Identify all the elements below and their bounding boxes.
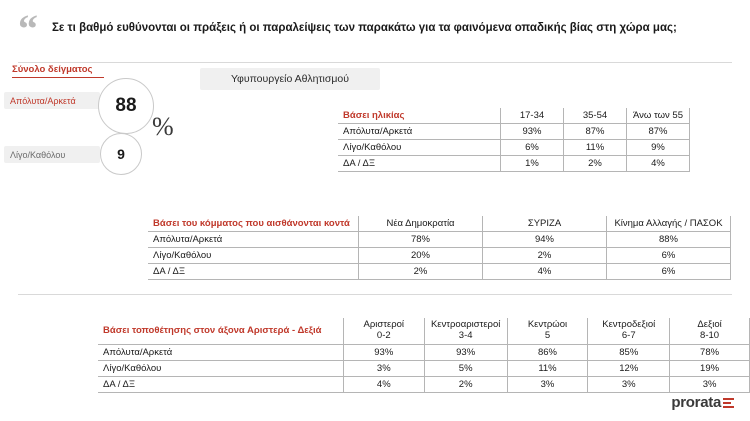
ministry-label: Υφυπουργείο Αθλητισμού [200,68,380,90]
table-header-row [338,108,690,124]
col-header: Νέα Δημοκρατία [359,216,483,232]
table-row [338,156,690,172]
col-header-line2: 5 [544,329,551,341]
table-row [338,124,690,140]
col-header [424,318,507,344]
table-header-row [98,318,750,344]
percent-symbol: % [152,112,174,141]
row-label: Λίγο/Καθόλου [98,360,343,376]
table-by-axis [98,318,750,393]
col-header [670,318,750,344]
cell-value: 12% [588,360,670,376]
cell-value: 6% [607,264,731,280]
cell-value: 2% [359,264,483,280]
cell-value: 4% [343,376,424,392]
col-header-line1: Κεντροαριστεροί [430,319,501,330]
cell-value: 6% [501,140,564,156]
table-title-age: Βάσει ηλικίας [338,108,501,124]
col-header-line2: 6-7 [621,329,636,341]
cell-value: 11% [564,140,627,156]
cell-value: 93% [424,344,507,360]
divider-bottom [18,294,732,295]
cell-value: 3% [343,360,424,376]
bubble-value-high: 88 [98,78,154,134]
row-label: Λίγο/Καθόλου [338,140,501,156]
cell-value: 86% [507,344,588,360]
col-header [588,318,670,344]
cell-value: 2% [564,156,627,172]
cell-value: 5% [424,360,507,376]
table-by-party [148,216,731,280]
row-label: ΔΑ / ΔΞ [338,156,501,172]
cell-value: 2% [424,376,507,392]
cell-value: 93% [501,124,564,140]
cell-value: 2% [483,248,607,264]
quote-icon: “ [18,6,38,51]
row-label: ΔΑ / ΔΞ [98,376,343,392]
row-label: Απόλυτα/Αρκετά [338,124,501,140]
table-row [98,376,750,392]
col-header-line1: Δεξιοί [697,319,722,330]
col-header-line1: Κεντροδεξιοί [602,319,656,330]
col-header-line2: 8-10 [700,329,720,341]
col-header [507,318,588,344]
cell-value: 11% [507,360,588,376]
table-title-party: Βάσει του κόμματος που αισθάνονται κοντά [148,216,359,232]
table-row [338,140,690,156]
table-row [98,360,750,376]
cell-value: 20% [359,248,483,264]
divider-top [18,62,732,63]
col-header-line1: Αριστεροί [363,319,405,330]
cell-value: 87% [564,124,627,140]
cell-value: 3% [670,376,750,392]
cell-value: 3% [507,376,588,392]
cell-value: 9% [627,140,690,156]
cell-value: 94% [483,232,607,248]
col-header: 17-34 [501,108,564,124]
col-header-line2: 0-2 [376,329,391,341]
table-row [98,344,750,360]
col-header: 35-54 [564,108,627,124]
cell-value: 4% [627,156,690,172]
legend-low: Λίγο/Καθόλου [4,146,100,163]
col-header: ΣΥΡΙΖΑ [483,216,607,232]
legend-high: Απόλυτα/Αρκετά [4,92,100,109]
cell-value: 6% [607,248,731,264]
logo-bars-icon [723,398,734,411]
table-row [148,264,731,280]
table-header-row [148,216,731,232]
col-header: Άνω των 55 [627,108,690,124]
page-title: Σε τι βαθμό ευθύνονται οι πράξεις ή οι παραλείψεις των παρακάτω για τα φαινόμενα οπαδικής βίας στη χώρα μας; [52,22,677,34]
col-header-line2: 3-4 [458,329,473,341]
table-by-age [338,108,690,172]
cell-value: 87% [627,124,690,140]
table-title-axis: Βάσει τοποθέτησης στον άξονα Αριστερά - Δεξιά [98,318,343,344]
table-row [148,248,731,264]
cell-value: 78% [359,232,483,248]
row-label: Απόλυτα/Αρκετά [98,344,343,360]
row-label: Απόλυτα/Αρκετά [148,232,359,248]
cell-value: 1% [501,156,564,172]
sample-title-underline [12,77,104,78]
cell-value: 93% [343,344,424,360]
brand-logo [671,394,734,411]
cell-value: 3% [588,376,670,392]
row-label: Λίγο/Καθόλου [148,248,359,264]
logo-text: prorata [671,394,721,411]
col-header-line1: Κεντρώοι [527,319,568,330]
row-label: ΔΑ / ΔΞ [148,264,359,280]
col-header: Κίνημα Αλλαγής / ΠΑΣΟΚ [607,216,731,232]
table-row [148,232,731,248]
cell-value: 19% [670,360,750,376]
cell-value: 4% [483,264,607,280]
cell-value: 85% [588,344,670,360]
cell-value: 78% [670,344,750,360]
sample-title: Σύνολο δείγματος [12,64,93,75]
col-header [343,318,424,344]
bubble-value-low: 9 [100,133,142,175]
cell-value: 88% [607,232,731,248]
